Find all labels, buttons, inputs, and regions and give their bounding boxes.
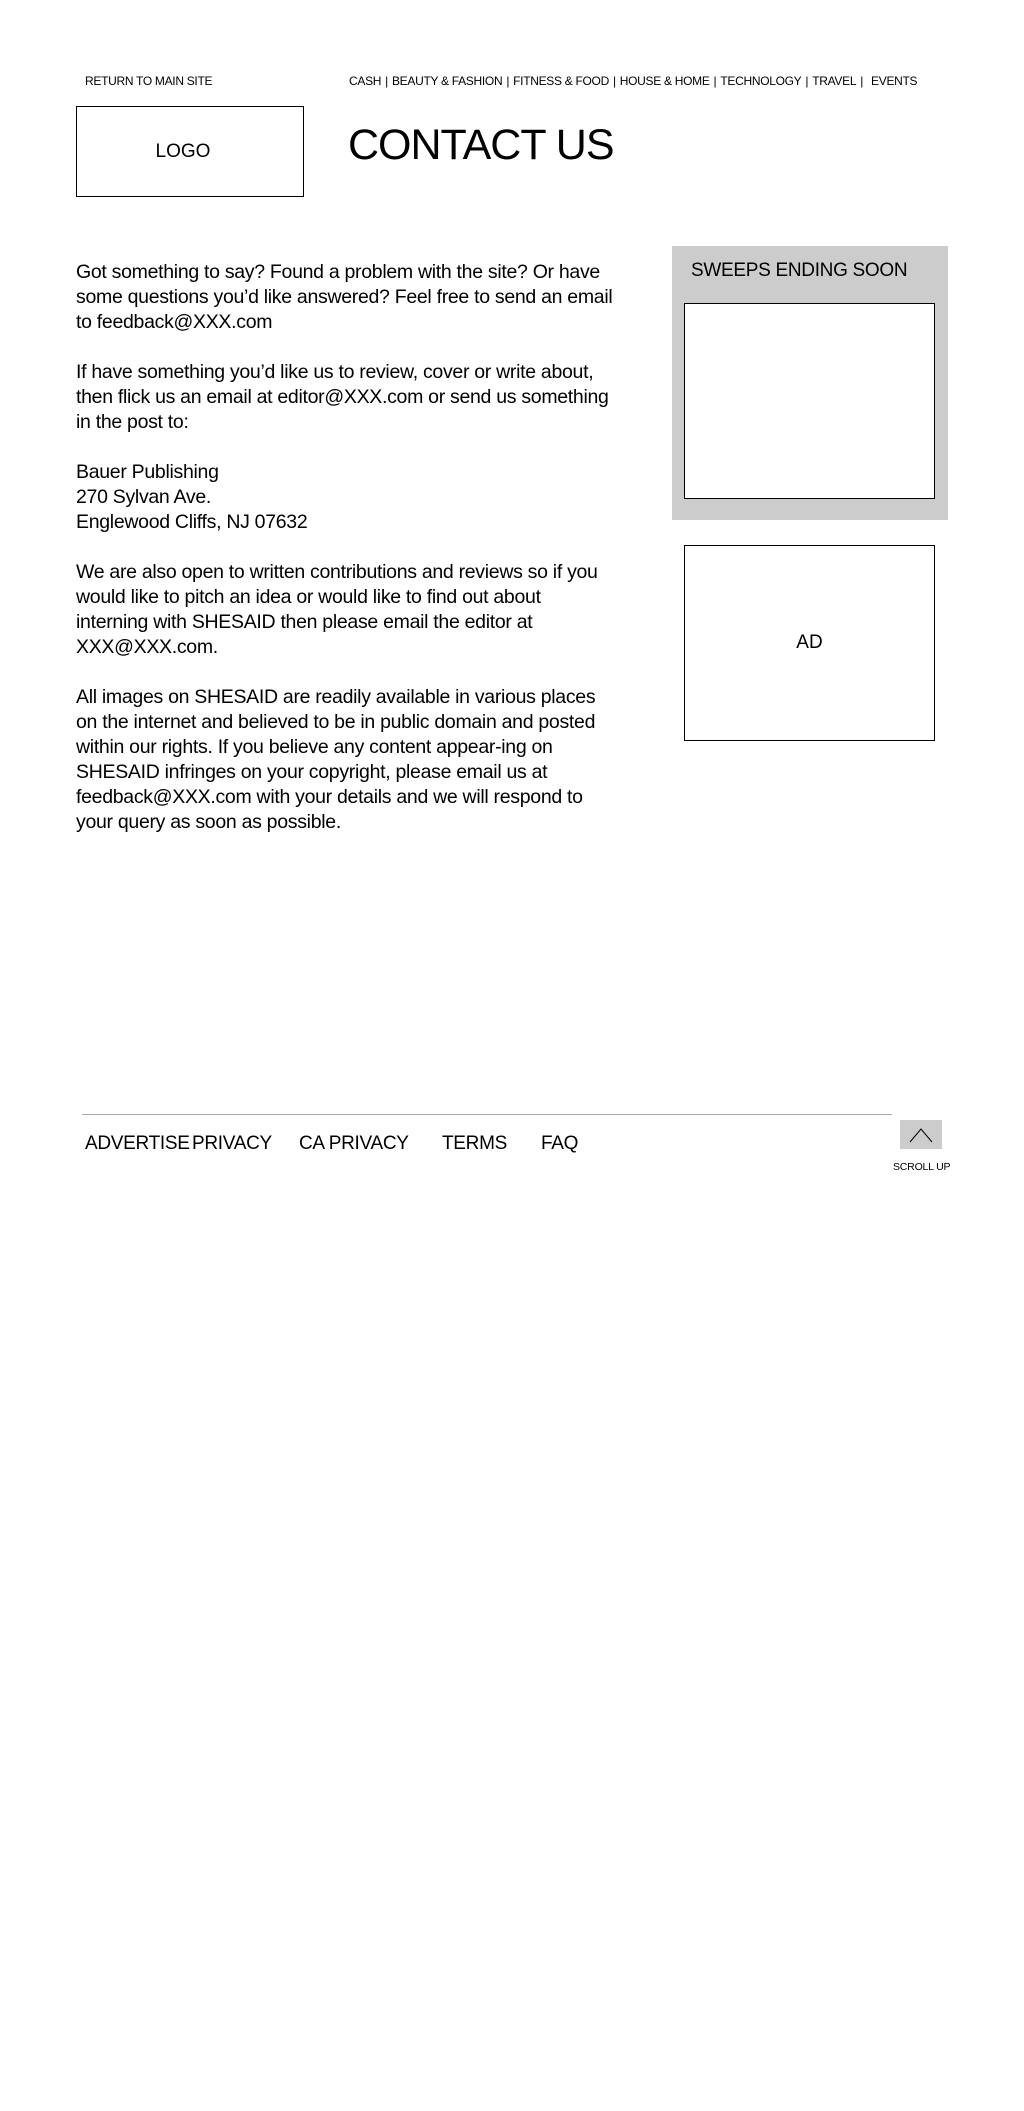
address-line-company: Bauer Publishing <box>76 461 219 483</box>
copyright-paragraph: All images on SHESAID are readily available in various places on the internet and believed to be in public domain and posted within our rights. If you believe any content appear-ing on SHESAID infringes on your copyright, please email us at feedback@XXX.com with your details and we will respond to your query as soon as possible. <box>76 686 596 833</box>
nav-separator: | <box>612 74 616 88</box>
logo[interactable] <box>76 106 304 197</box>
scroll-up-button[interactable] <box>900 1120 942 1149</box>
nav-item-beauty-fashion[interactable]: BEAUTY & FASHION <box>391 74 503 88</box>
footer-link-advertise[interactable]: ADVERTISE <box>85 1133 190 1154</box>
ad-placeholder[interactable] <box>684 545 935 741</box>
mailing-address <box>76 460 616 535</box>
nav-item-cash[interactable]: CASH <box>349 74 382 88</box>
nav-item-technology[interactable]: TECHNOLOGY <box>720 74 802 88</box>
sweeps-placeholder[interactable] <box>684 303 935 499</box>
page-title: CONTACT US <box>348 121 614 169</box>
review-paragraph: If have something you’d like us to review, cover or write about, then flick us an email at editor@XXX.com or send us something in the post to: <box>76 361 609 433</box>
nav-separator: | <box>385 74 388 88</box>
nav-item-events[interactable]: EVENTS <box>871 74 918 88</box>
nav-separator: | <box>805 74 809 88</box>
logo-label: LOGO <box>155 140 211 162</box>
address-line-street: 270 Sylvan Ave. <box>76 486 211 508</box>
footer-divider <box>82 1114 892 1115</box>
nav-item-fitness-food[interactable]: FITNESS & FOOD <box>513 74 609 88</box>
contact-content <box>76 260 616 860</box>
sweeps-ending-soon-panel <box>672 246 948 520</box>
nav-item-house-home[interactable]: HOUSE & HOME <box>619 74 710 88</box>
return-to-main-site-link[interactable]: RETURN TO MAIN SITE <box>85 74 213 88</box>
contributions-paragraph: We are also open to written contributions and reviews so if you would like to pitch an idea or would like to find out about interning with SHESAID then please email the editor at XXX@XXX.com. <box>76 561 598 658</box>
nav-separator: | <box>713 74 717 88</box>
sweeps-title: SWEEPS ENDING SOON <box>691 260 908 281</box>
chevron-up-icon <box>900 1120 942 1149</box>
footer-link-faq[interactable]: FAQ <box>541 1133 579 1154</box>
footer-link-privacy[interactable]: PRIVACY <box>192 1133 272 1154</box>
nav-item-travel[interactable]: TRAVEL <box>812 74 857 88</box>
intro-paragraph: Got something to say? Found a problem with the site? Or have some questions you’d like answered? Feel free to send an email to feedback@XXX.com <box>76 261 613 333</box>
address-line-city: Englewood Cliffs, NJ 07632 <box>76 511 308 533</box>
ad-label: AD <box>796 632 823 653</box>
footer-link-terms[interactable]: TERMS <box>442 1133 508 1154</box>
nav-separator: | <box>860 74 864 88</box>
footer-link-ca-privacy[interactable]: CA PRIVACY <box>299 1133 409 1154</box>
category-nav <box>349 74 917 88</box>
nav-separator: | <box>506 74 510 88</box>
scroll-up-label: SCROLL UP <box>893 1161 951 1173</box>
